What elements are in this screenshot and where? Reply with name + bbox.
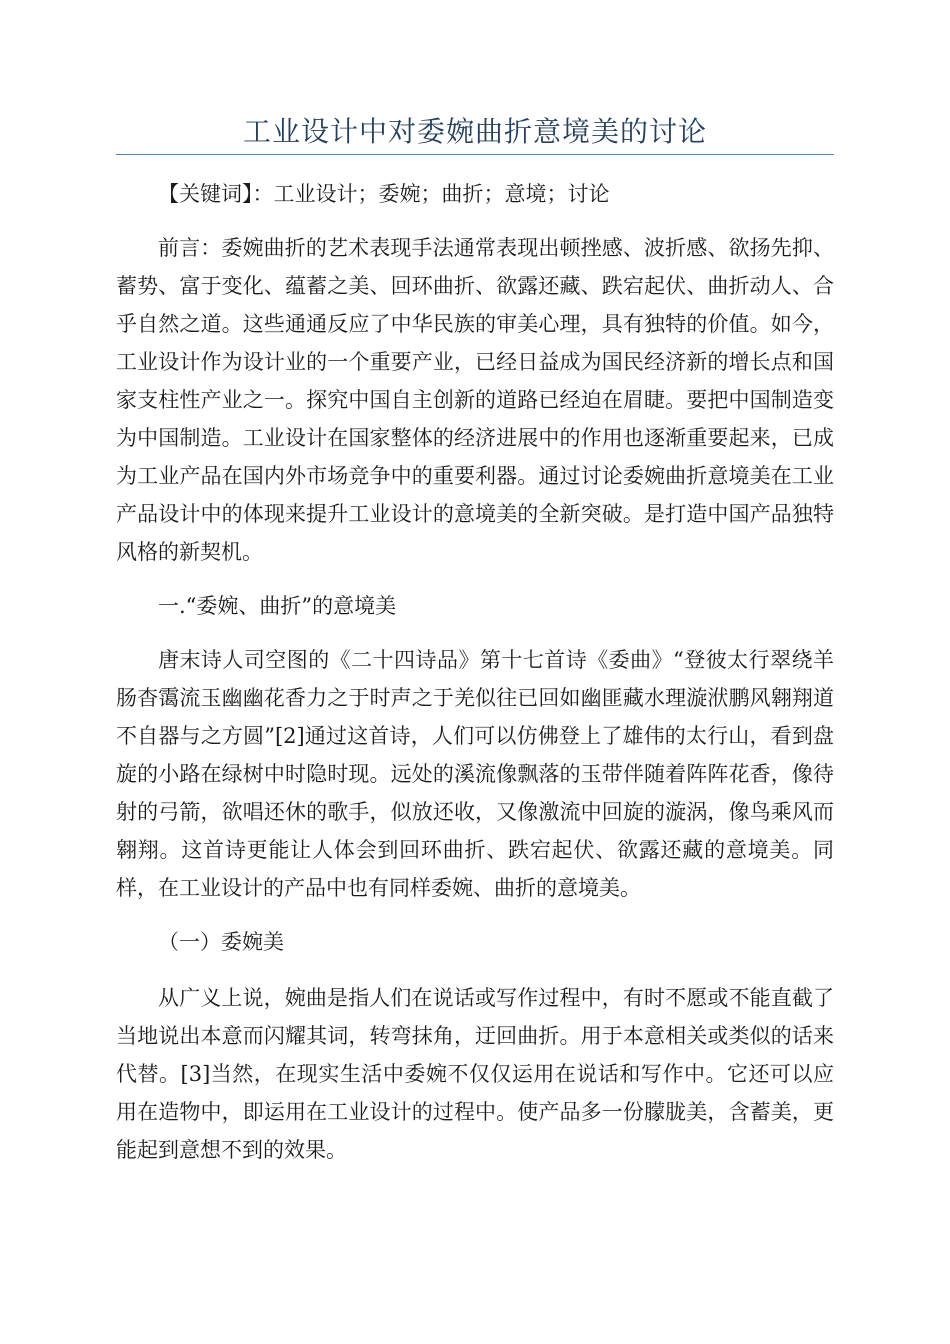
subsection-heading: （一）委婉美: [158, 930, 284, 954]
section-paragraph: 唐末诗人司空图的《二十四诗品》第十七首诗《委曲》“登彼太行翠绕羊肠杳霭流玉幽幽花香力之于时声之于羌似往已回如幽匪藏水理漩洑鹏风翱翔道不自器与之方圆”[2]通过这首诗，人们可以仿佛登上了雄伟的太行山，看到盘旋的小路在绿树中时隐时现。远处的溪流像飘落的玉带伴随着阵阵花香，像待射的弓箭，欲唱还休的歌手，似放还收，又像激流中回旋的漩涡，像鸟乘风而翱翔。这首诗更能让人体会到回环曲折、跌宕起伏、欲露还藏的意境美。同样，在工业设计的产品中也有同样委婉、曲折的意境美。: [116, 648, 834, 900]
intro-paragraph: 前言：委婉曲折的艺术表现手法通常表现出顿挫感、波折感、欲扬先抑、蓄势、富于变化、蕴蓄之美、回环曲折、欲露还藏、跌宕起伏、曲折动人、合乎自然之道。这些通通反应了中华民族的审美心理，具有独特的价值。如今，工业设计作为设计业的一个重要产业，已经日益成为国民经济新的增长点和国家支柱性产业之一。探究中国自主创新的道路已经迫在眉睫。要把中国制造变为中国制造。工业设计在国家整体的经济进展中的作用也逐渐重要起来，已成为工业产品在国内外市场竞争中的重要利器。通过讨论委婉曲折意境美在工业产品设计中的体现来提升工业设计的意境美的全新突破。是打造中国产品独特风格的新契机。: [116, 236, 834, 564]
document-page: [116, 112, 834, 1185]
document-title: 工业设计中对委婉曲折意境美的讨论: [242, 115, 707, 148]
title-underline: [116, 154, 834, 155]
keywords-line: 【关键词】：工业设计；委婉；曲折；意境；讨论: [158, 182, 610, 206]
section-heading: 一.“委婉、曲折”的意境美: [158, 594, 397, 618]
subsection-paragraph: 从广义上说，婉曲是指人们在说话或写作过程中，有时不愿或不能直截了当地说出本意而闪耀其词，转弯抹角，迂回曲折。用于本意相关或类似的话来代替。[3]当然，在现实生活中委婉不仅仅运用在说话和写作中。它还可以应用在造物中，即运用在工业设计的过程中。使产品多一份朦胧美，含蓄美，更能起到意想不到的效果。: [116, 986, 834, 1162]
